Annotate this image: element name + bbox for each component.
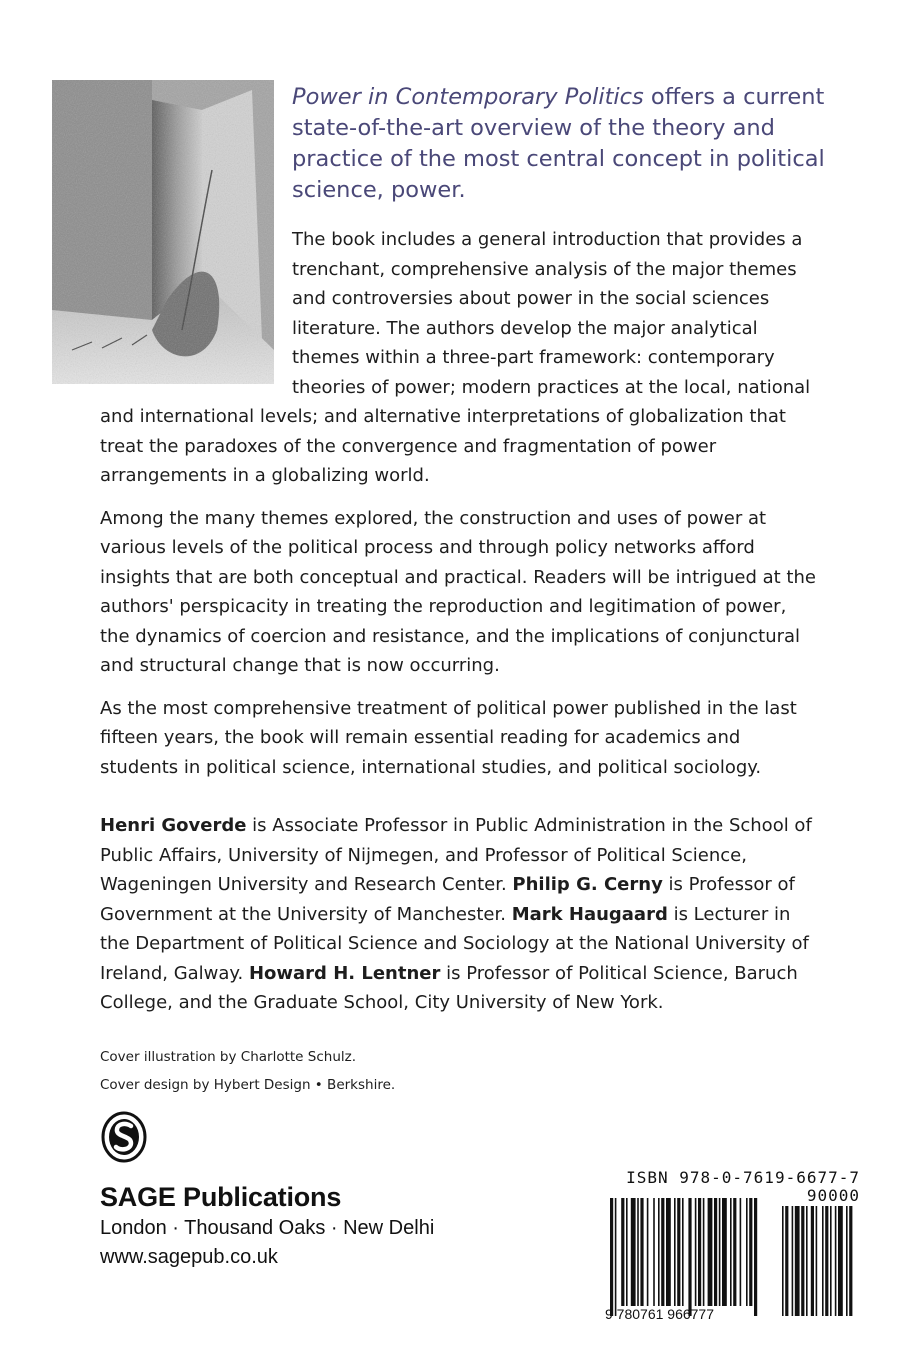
author-bio: is Professor of Government at the University of Manchester. (100, 874, 795, 925)
author-bio: is Lecturer in the Department of Political Science and Sociology at the National University of Ireland, Galway. (100, 903, 809, 984)
ean-digits: 9 780761 966777 (605, 1306, 714, 1322)
book-title: Power in Contemporary Politics (292, 84, 644, 110)
publisher-name: SAGE Publications (100, 1182, 342, 1212)
lead-text: offers a current state-of-the-art overview of the theory and practice of the most central concept in political science, power. (292, 84, 825, 203)
barcode-graphic (600, 1166, 860, 1326)
author-bios (100, 811, 820, 1018)
author-name: Howard H. Lentner (248, 962, 441, 984)
cover-credits (100, 1043, 395, 1099)
illustration-credit: Cover illustration by Charlotte Schulz. (100, 1049, 357, 1065)
paragraph-conclusion: As the most comprehensive treatment of political power published in the last fifteen years, the book will remain essential reading for academics and students in political science, international studies, and political sociology. (100, 697, 797, 778)
publisher-cities: London · Thousand Oaks · New Delhi (100, 1217, 435, 1239)
illustration-wrap-spacer (100, 225, 292, 387)
author-name: Mark Haugaard (511, 903, 668, 925)
author-bio: is Professor of Political Science, Baruch College, and the Graduate School, City University of New York. (100, 962, 798, 1013)
publisher-url: www.sagepub.co.uk (100, 1246, 278, 1268)
author-name: Philip G. Cerny (512, 874, 663, 895)
barcode (600, 1166, 860, 1326)
sage-s-logo-icon (101, 1111, 147, 1163)
paragraph-introduction: The book includes a general introduction that provides a trenchant, comprehensive analysis of the major themes and controversies about power in the social sciences literature. The authors develop the major analytical themes within a three-part framework: contemporary theories of power; modern practices at the local, national and international levels; and alternative interpretations of globalization that treat the paradoxes of the convergence and fragmentation of power arrangements in a globalizing world. (100, 229, 811, 486)
publisher-info (100, 1180, 434, 1272)
lead-paragraph (292, 82, 852, 206)
author-name: Henri Goverde (100, 815, 247, 836)
body-text (100, 225, 820, 1031)
price-code: 90000 (806, 1186, 860, 1205)
paragraph-themes: Among the many themes explored, the construction and uses of power at various levels of the political process and through policy networks afford insights that are both conceptual and practical. Readers will be intrigued at the authors' perspicacity in treating the reproduction and legitimation of power, the dynamics of coercion and resistance, and the implications of conjunctural and structural change that is now occurring. (100, 507, 816, 676)
author-bio: is Associate Professor in Public Administration in the School of Public Affairs, University of Nijmegen, and Professor of Political Science, Wageningen University and Research Center. (100, 815, 812, 895)
isbn-label: ISBN 978-0-7619-6677-7 (626, 1168, 860, 1187)
design-credit: Cover design by Hybert Design • Berkshire. (100, 1077, 396, 1093)
